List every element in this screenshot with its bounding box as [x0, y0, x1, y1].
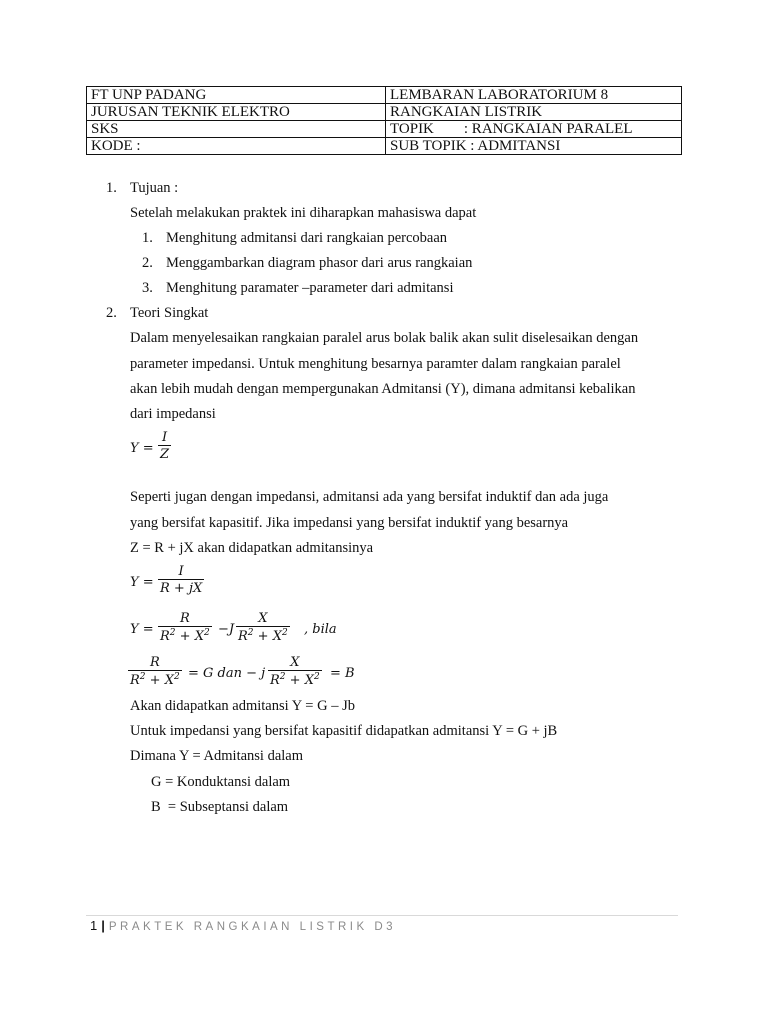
formula-lhs: Y = — [130, 622, 154, 637]
paragraph-line: Untuk impedansi yang bersifat kapasitif didapatkan admitansi Y = G + jB — [130, 723, 558, 739]
list-item-number: 2. — [142, 255, 153, 271]
paragraph-line: parameter impedansi. Untuk menghitung besarnya paramter dalam rangkaian paralel — [130, 356, 621, 372]
fraction-denominator: $R^2 + X^2$ — [160, 628, 210, 644]
fraction — [128, 655, 182, 688]
section-number: 2. — [106, 305, 117, 321]
den-plus-x: + X — [149, 673, 174, 688]
fraction-denominator: Z — [160, 447, 170, 462]
list-item-number: 1. — [142, 230, 153, 246]
den-r: R — [238, 629, 248, 644]
paragraph-line: dari impedansi — [130, 406, 216, 422]
header-row — [87, 138, 682, 155]
paragraph-line: Z = R + jX akan didapatkan admitansinya — [130, 540, 374, 556]
formula-minus: −J — [218, 622, 235, 637]
fraction-numerator: R — [149, 655, 160, 670]
header-cell: SKS — [87, 121, 386, 138]
list-item: Menghitung admitansi dari rangkaian percobaan — [166, 230, 448, 246]
fraction — [158, 564, 204, 596]
fraction-numerator: I — [178, 564, 184, 579]
definition-line: G = Konduktansi dalam — [151, 774, 291, 790]
den-plus-x: + X — [257, 629, 282, 644]
formula-rhs: = B — [330, 666, 355, 681]
den-r: R — [270, 673, 280, 688]
paragraph-line: Akan didapatkan admitansi Y = G – Jb — [130, 698, 355, 714]
header-cell: JURUSAN TEKNIK ELEKTRO — [87, 104, 386, 121]
header-cell: KODE : — [87, 138, 386, 155]
page-number: 1 — [90, 918, 98, 933]
formula-lhs: Y = — [130, 575, 154, 590]
page-footer — [90, 918, 396, 933]
footer-divider — [86, 915, 678, 916]
list-item-number: 3. — [142, 280, 153, 296]
header-row — [87, 121, 682, 138]
header-cell: FT UNP PADANG — [87, 87, 386, 104]
footer-title: PRAKTEK RANGKAIAN LISTRIK D3 — [108, 921, 397, 933]
header-cell: TOPIK : RANGKAIAN PARALEL — [386, 121, 682, 138]
fraction-numerator: X — [258, 611, 268, 626]
fraction — [158, 611, 212, 644]
fraction — [236, 611, 290, 644]
fraction-denominator: R + jX — [160, 581, 203, 596]
den-plus-x: + X — [179, 629, 204, 644]
section-intro: Setelah melakukan praktek ini diharapkan mahasiswa dapat — [130, 205, 477, 221]
footer-separator: | — [101, 918, 105, 933]
fraction — [158, 430, 171, 462]
den-r: R — [160, 629, 170, 644]
formula-lhs: Y = — [130, 441, 154, 456]
fraction-numerator: I — [161, 430, 168, 445]
den-plus-x: + X — [289, 673, 314, 688]
list-item: Menggambarkan diagram phasor dari arus rangkaian — [166, 255, 473, 271]
header-row — [87, 87, 682, 104]
paragraph-line: yang bersifat kapasitif. Jika impedansi yang bersifat induktif yang besarnya — [130, 515, 569, 531]
paragraph-line: akan lebih mudah dengan mempergunakan Admitansi (Y), dimana admitansi kebalikan — [130, 381, 636, 397]
header-cell: RANGKAIAN LISTRIK — [386, 104, 682, 121]
header-row — [87, 104, 682, 121]
header-cell: LEMBARAN LABORATORIUM 8 — [386, 87, 682, 104]
header-table — [86, 86, 682, 155]
fraction-denominator: $R^2 + X^2$ — [270, 672, 320, 688]
fraction-denominator: $R^2 + X^2$ — [130, 672, 180, 688]
section-number: 1. — [106, 180, 117, 196]
den-r: R — [130, 673, 140, 688]
fraction — [268, 655, 322, 688]
fraction-numerator: R — [179, 611, 190, 626]
section-title: Tujuan : — [130, 180, 179, 196]
fraction-denominator: $R^2 + X^2$ — [238, 628, 288, 644]
list-item: Menghitung paramater –parameter dari admitansi — [166, 280, 454, 296]
formula-suffix: , bila — [304, 622, 337, 637]
fraction-numerator: X — [290, 655, 300, 670]
formula-middle: = G dan − j — [188, 666, 266, 681]
paragraph-line: Dalam menyelesaikan rangkaian paralel arus bolak balik akan sulit diselesaikan dengan — [130, 330, 639, 346]
paragraph-line: Dimana Y = Admitansi dalam — [130, 748, 304, 764]
definition-line: B = Subseptansi dalam — [151, 799, 289, 815]
paragraph-line: Seperti jugan dengan impedansi, admitansi ada yang bersifat induktif dan ada juga — [130, 489, 609, 505]
header-cell: SUB TOPIK : ADMITANSI — [386, 138, 682, 155]
section-title: Teori Singkat — [130, 305, 209, 321]
